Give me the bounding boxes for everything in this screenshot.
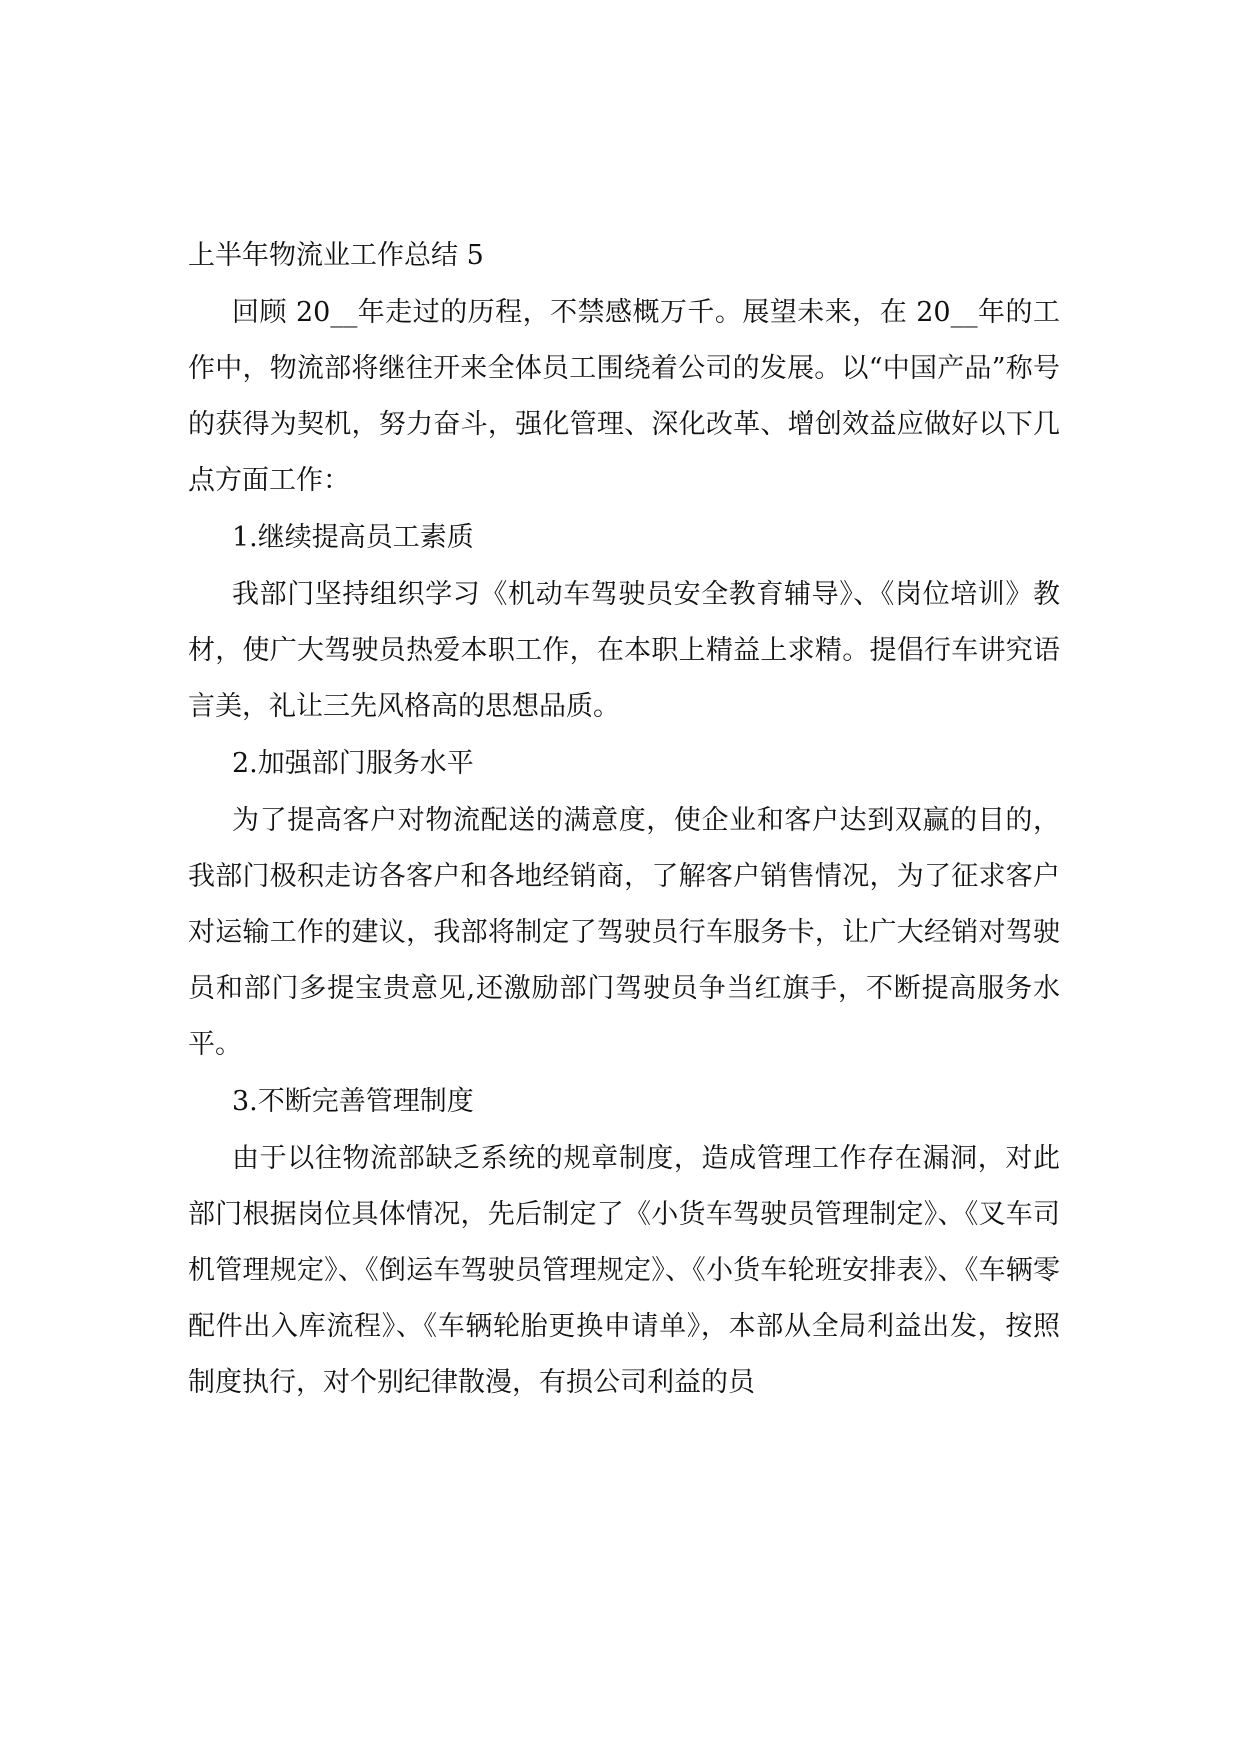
section-heading-3: 3.不断完善管理制度 [232, 1086, 474, 1117]
document-body [188, 228, 1060, 1412]
section-heading-2: 2.加强部门服务水平 [232, 748, 474, 779]
paragraph-section-1: 我部门坚持组织学习《机动车驾驶员安全教育辅导》、《岗位培训》教材，使广大驾驶员热爱本职工作，在本职上精益上求精。提倡行车讲究语言美，礼让三先风格高的思想品质。 [188, 579, 1060, 722]
paragraph-section-3: 由于以往物流部缺乏系统的规章制度，造成管理工作存在漏洞，对此部门根据岗位具体情况，先后制定了《小货车驾驶员管理制定》、《叉车司机管理规定》、《倒运车驾驶员管理规定》、《小货车轮班安排表》、《车辆零配件出入库流程》、《车辆轮胎更换申请单》，本部从全局利益出发，按照制度执行，对个别纪律散漫，有损公司利益的员 [188, 1143, 1060, 1398]
paragraph-section-2: 为了提高客户对物流配送的满意度，使企业和客户达到双赢的目的，我部门极积走访各客户和各地经销商，了解客户销售情况，为了征求客户对运输工作的建议，我部将制定了驾驶员行车服务卡，让广大经销对驾驶员和部门多提宝贵意见,还激励部门驾驶员争当红旗手，不断提高服务水平。 [188, 805, 1060, 1060]
paragraph-intro: 回顾 20__年走过的历程，不禁感概万千。展望未来，在 20__年的工作中，物流部将继往开来全体员工围绕着公司的发展。以“中国产品”称号的获得为契机，努力奋斗，强化管理、深化改革、增创效益应做好以下几点方面工作： [188, 297, 1060, 496]
document-title: 上半年物流业工作总结 5 [188, 240, 484, 271]
section-heading-1: 1.继续提高员工素质 [232, 522, 474, 553]
